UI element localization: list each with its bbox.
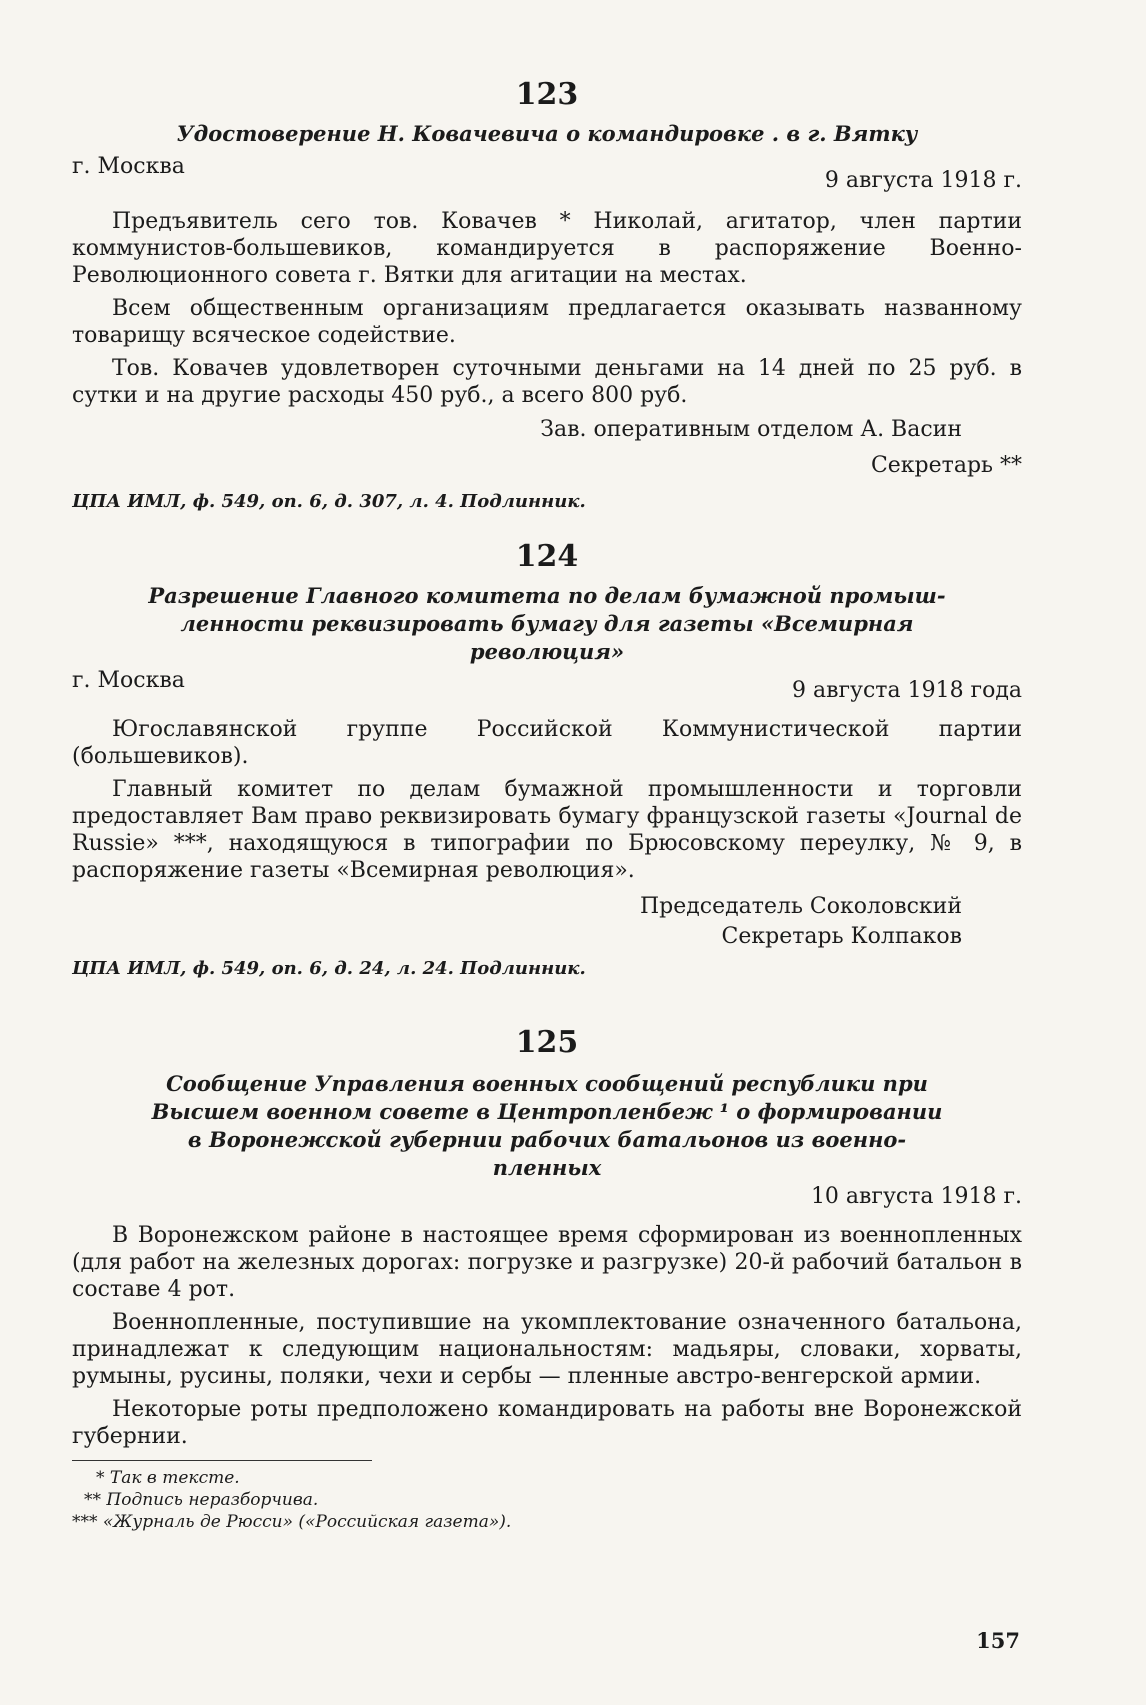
document-number: 124 [515, 539, 579, 574]
document-title: Удостоверение Н. Ковачевича о командировке . в г. Вятку [176, 121, 918, 146]
footnote: *** «Журналь де Рюсси» («Российская газета»). [72, 1512, 512, 1532]
document-number: 125 [515, 1025, 579, 1060]
place: г. Москва [72, 668, 185, 693]
paragraph: В Воронежском районе в настоящее время сформирован из военнопленных (для работ на железных дорогах: погрузке и разгрузке) 20-й рабочий батальон в составе 4 рот. [72, 1223, 1022, 1302]
document-title-line: Сообщение Управления военных сообщений республики при [166, 1071, 928, 1096]
paragraph: Военнопленные, поступившие на укомплектование означенного батальона, принадлежат к следующим национальностям: мадьяры, словаки, хорваты, румыны, русины, поляки, чехи и сербы — пленные австро-венгерской армии. [72, 1310, 1022, 1389]
archive-source: ЦПА ИМЛ, ф. 549, оп. 6, д. 24, л. 24. Подлинник. [72, 958, 586, 979]
document-title-line: ленности реквизировать бумагу для газеты «Всемирная [180, 611, 914, 636]
paragraph: Некоторые роты предположено командировать на работы вне Воронежской губернии. [72, 1397, 1022, 1449]
document-123 [72, 78, 1022, 515]
document-title-line: Высшем военном совете в Центропленбеж ¹ о формировании [151, 1099, 943, 1124]
document-125 [72, 1026, 1022, 1533]
signature-secretary: Секретарь Колпаков [721, 924, 962, 949]
page-number: 157 [976, 1628, 1020, 1653]
place-date-line [72, 666, 1022, 706]
archive-source: ЦПА ИМЛ, ф. 549, оп. 6, д. 307, л. 4. Подлинник. [72, 491, 586, 512]
place-date-line [72, 152, 1022, 196]
paragraph: Главный комитет по делам бумажной промышленности и торговли предоставляет Вам право реквизировать бумагу французской газеты «Journal de Russie» ***, находящуюся в типографии по Брюсовскому переулку, № 9, в распоряжение газеты «Всемирная революция». [72, 777, 1022, 883]
paragraph: Всем общественным организациям предлагается оказывать названному товарищу всяческое содействие. [72, 296, 1022, 348]
date: 10 августа 1918 г. [810, 1184, 1022, 1209]
place: г. Москва [72, 154, 185, 179]
paragraph: Предъявитель сего тов. Ковачев * Николай, агитатор, член партии коммунистов-большевиков, командируется в распоряжение Военно-Революционного совета г. Вятки для агитации на местах. [72, 209, 1022, 288]
paragraph: Тов. Ковачев удовлетворен суточными деньгами на 14 дней по 25 руб. в сутки и на другие расходы 450 руб., а всего 800 руб. [72, 356, 1022, 408]
signature-chairman: Председатель Соколовский [639, 894, 962, 919]
footnotes [72, 1467, 1022, 1533]
footnote-divider [72, 1460, 372, 1461]
date: 9 августа 1918 года [792, 678, 1022, 703]
document-title-line: в Воронежской губернии рабочих батальонов из военно- [187, 1127, 907, 1152]
document-number: 123 [515, 77, 579, 112]
footnote: * Так в тексте. [96, 1468, 240, 1488]
paragraph: Югославянской группе Российской Коммунистической партии (большевиков). [72, 717, 1022, 769]
document-title-line: пленных [492, 1155, 602, 1180]
date: 9 августа 1918 г. [824, 168, 1022, 193]
signature-head: Зав. оперативным отделом А. Васин [540, 417, 962, 442]
document-title-line: Разрешение Главного комитета по делам бумажной промыш- [148, 583, 946, 608]
document-124 [72, 540, 1022, 982]
document-title-line: революция» [469, 639, 625, 664]
signature-secretary: Секретарь ** [870, 453, 1022, 478]
footnote: ** Подпись неразборчива. [84, 1490, 319, 1510]
